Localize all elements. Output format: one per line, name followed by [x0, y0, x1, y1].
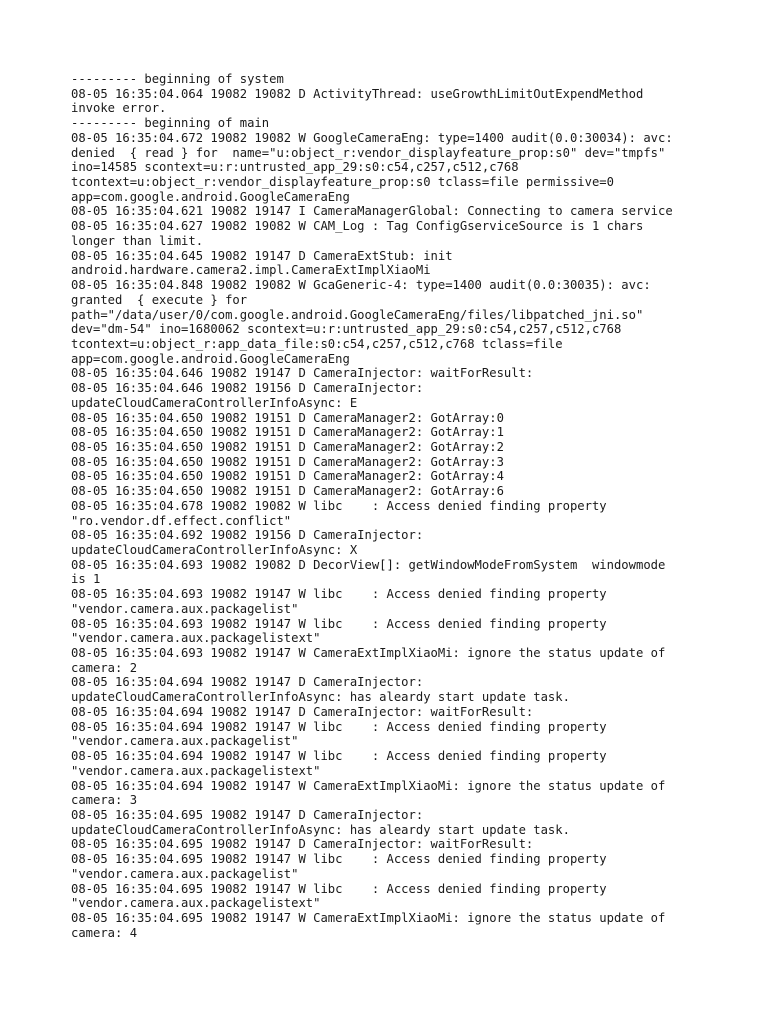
log-line: 08-05 16:35:04.064 19082 19082 D ActivityThread: useGrowthLimitOutExpendMethod: [71, 86, 644, 101]
log-line: 08-05 16:35:04.848 19082 19082 W GcaGeneric-4: type=1400 audit(0.0:30035): avc:: [71, 278, 651, 293]
log-line: 08-05 16:35:04.695 19082 19147 D CameraInjector:: [71, 807, 424, 822]
log-line: updateCloudCameraControllerInfoAsync: E: [71, 395, 358, 410]
log-line: path="/data/user/0/com.google.android.GoogleCameraEng/files/libpatched_jni.so": [71, 307, 644, 322]
log-line: 08-05 16:35:04.693 19082 19147 W libc : Access denied finding property: [71, 616, 607, 631]
log-line: 08-05 16:35:04.650 19082 19151 D CameraManager2: GotArray:2: [71, 439, 504, 454]
log-line: 08-05 16:35:04.650 19082 19151 D CameraManager2: GotArray:4: [71, 469, 504, 484]
log-line: camera: 4: [71, 925, 138, 940]
log-line: 08-05 16:35:04.678 19082 19082 W libc : Access denied finding property: [71, 498, 607, 513]
log-line: 08-05 16:35:04.621 19082 19147 I CameraManagerGlobal: Connecting to camera service: [71, 204, 673, 219]
log-line: camera: 2: [71, 660, 138, 675]
log-line: "vendor.camera.aux.packagelist": [71, 734, 299, 749]
log-line: denied { read } for name="u:object_r:vendor_displayfeature_prop:s0" dev="tmpfs": [71, 145, 666, 160]
log-line: camera: 3: [71, 793, 138, 808]
log-line: --------- beginning of system: [71, 72, 284, 86]
log-line: app=com.google.android.GoogleCameraEng: [71, 189, 350, 204]
log-line: 08-05 16:35:04.694 19082 19147 W libc : Access denied finding property: [71, 749, 607, 764]
log-line: "ro.vendor.df.effect.conflict": [71, 513, 292, 528]
log-text: [71, 72, 731, 940]
log-line: 08-05 16:35:04.693 19082 19147 W CameraExtImplXiaoMi: ignore the status update of: [71, 646, 666, 661]
log-line: 08-05 16:35:04.694 19082 19147 W CameraExtImplXiaoMi: ignore the status update of: [71, 778, 666, 793]
log-line: 08-05 16:35:04.693 19082 19082 D DecorView[]: getWindowModeFromSystem windowmode: [71, 557, 666, 572]
log-line: app=com.google.android.GoogleCameraEng: [71, 351, 350, 366]
log-line: 08-05 16:35:04.695 19082 19147 W libc : Access denied finding property: [71, 881, 607, 896]
log-line: "vendor.camera.aux.packagelist": [71, 866, 299, 881]
log-line: 08-05 16:35:04.694 19082 19147 W libc : Access denied finding property: [71, 719, 607, 734]
log-line: 08-05 16:35:04.692 19082 19156 D CameraInjector:: [71, 528, 424, 543]
log-line: "vendor.camera.aux.packagelistext": [71, 631, 321, 646]
log-line: 08-05 16:35:04.694 19082 19147 D CameraInjector: waitForResult:: [71, 704, 534, 719]
log-line: is 1: [71, 572, 101, 587]
log-line: tcontext=u:object_r:vendor_displayfeature_prop:s0 tclass=file permissive=0: [71, 175, 614, 190]
log-line: tcontext=u:object_r:app_data_file:s0:c54,c257,c512,c768 tclass=file: [71, 336, 563, 351]
log-line: 08-05 16:35:04.695 19082 19147 W CameraExtImplXiaoMi: ignore the status update of: [71, 910, 666, 925]
log-line: --------- beginning of main: [71, 116, 270, 131]
log-line: 08-05 16:35:04.650 19082 19151 D CameraManager2: GotArray:0: [71, 410, 504, 425]
log-line: updateCloudCameraControllerInfoAsync: X: [71, 543, 358, 557]
log-line: granted { execute } for: [71, 292, 248, 307]
log-line: invoke error.: [71, 101, 167, 116]
log-line: "vendor.camera.aux.packagelistext": [71, 896, 321, 911]
log-line: 08-05 16:35:04.645 19082 19147 D CameraExtStub: init: [71, 248, 453, 263]
log-line: android.hardware.camera2.impl.CameraExtImplXiaoMi: [71, 263, 431, 278]
log-line: "vendor.camera.aux.packagelist": [71, 601, 299, 616]
log-line: 08-05 16:35:04.672 19082 19082 W GoogleCameraEng: type=1400 audit(0.0:30034): avc:: [71, 130, 673, 145]
log-line: 08-05 16:35:04.627 19082 19082 W CAM_Log : Tag ConfigGserviceSource is 1 chars: [71, 219, 644, 234]
log-line: 08-05 16:35:04.650 19082 19151 D CameraManager2: GotArray:1: [71, 425, 504, 440]
log-line: 08-05 16:35:04.695 19082 19147 D CameraInjector: waitForResult:: [71, 837, 534, 852]
log-line: updateCloudCameraControllerInfoAsync: has aleardy start update task.: [71, 690, 570, 705]
log-line: 08-05 16:35:04.693 19082 19147 W libc : Access denied finding property: [71, 587, 607, 602]
log-line: 08-05 16:35:04.694 19082 19147 D CameraInjector:: [71, 675, 424, 690]
log-line: dev="dm-54" ino=1680062 scontext=u:r:untrusted_app_29:s0:c54,c257,c512,c768: [71, 322, 622, 337]
log-line: updateCloudCameraControllerInfoAsync: has aleardy start update task.: [71, 822, 570, 837]
log-line: 08-05 16:35:04.650 19082 19151 D CameraManager2: GotArray:6: [71, 484, 504, 499]
log-line: ino=14585 scontext=u:r:untrusted_app_29:s0:c54,c257,c512,c768: [71, 160, 519, 175]
log-line: 08-05 16:35:04.650 19082 19151 D CameraManager2: GotArray:3: [71, 454, 504, 469]
log-line: 08-05 16:35:04.646 19082 19147 D CameraInjector: waitForResult:: [71, 366, 534, 381]
log-line: "vendor.camera.aux.packagelistext": [71, 763, 321, 778]
log-line: 08-05 16:35:04.695 19082 19147 W libc : Access denied finding property: [71, 852, 607, 867]
log-line: longer than limit.: [71, 233, 204, 248]
log-line: 08-05 16:35:04.646 19082 19156 D CameraInjector:: [71, 381, 424, 396]
